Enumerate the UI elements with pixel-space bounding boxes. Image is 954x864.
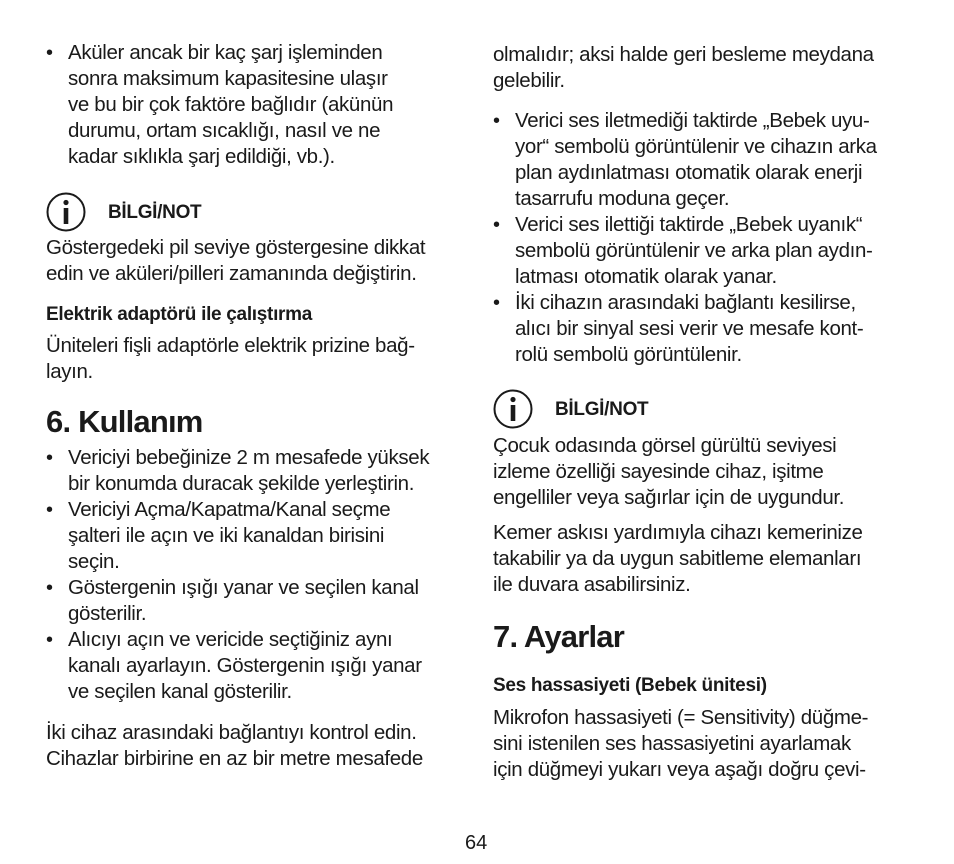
text-line: Kemer askısı yardımıyla cihazı kemerinize xyxy=(493,521,863,544)
text-line: İki cihaz arasındaki bağlantıyı kontrol edin. xyxy=(46,721,417,744)
bullet-marker: • xyxy=(493,110,501,132)
text-line: layın. xyxy=(46,360,93,383)
text-line: rolü sembolü görüntülenir. xyxy=(515,343,742,366)
text-line: kanalı ayarlayın. Göstergenin ışığı yanar xyxy=(68,654,422,677)
text-line: seçin. xyxy=(68,550,120,573)
text-line: ile duvara asabilirsiniz. xyxy=(493,573,691,596)
section-title: 7. Ayarlar xyxy=(493,619,625,654)
text-line: için düğmeyi yukarı veya aşağı doğru çevi- xyxy=(493,758,866,781)
text-line: Aküler ancak bir kaç şarj işleminden xyxy=(68,41,383,64)
text-line: edin ve aküleri/pilleri zamanında değiştirin. xyxy=(46,262,417,285)
text-line: gelebilir. xyxy=(493,69,565,92)
text-line: Göstergedeki pil seviye göstergesine dikkat xyxy=(46,236,426,259)
text-line: latması otomatik olarak yanar. xyxy=(515,265,777,288)
subheading: Ses hassasiyeti (Bebek ünitesi) xyxy=(493,675,767,696)
text-line: Verici ses iletmediği taktirde „Bebek uyu- xyxy=(515,109,870,132)
note-title: BİLGİ/NOT xyxy=(108,202,202,223)
text-line: Çocuk odasında görsel gürültü seviyesi xyxy=(493,434,837,457)
text-line: durumu, ortam sıcaklığı, nasıl ve ne xyxy=(68,119,381,142)
text-line: Göstergenin ışığı yanar ve seçilen kanal xyxy=(68,576,419,599)
text-line: sini istenilen ses hassasiyetini ayarlamak xyxy=(493,732,851,755)
text-line: Verici ses ilettiği taktirde „Bebek uyanık“ xyxy=(515,213,863,236)
note-title: BİLGİ/NOT xyxy=(555,399,649,420)
text-line: Vericiyi bebeğinize 2 m mesafede yüksek xyxy=(68,446,430,469)
text-line: engelliler veya sağırlar için de uygundur. xyxy=(493,486,845,509)
text-line: takabilir ya da uygun sabitleme elemanları xyxy=(493,547,862,570)
text-line: tasarrufu moduna geçer. xyxy=(515,187,730,210)
text-line: şalteri ile açın ve iki kanaldan birisini xyxy=(68,524,385,547)
text-line: sembolü görüntülenir ve arka plan aydın- xyxy=(515,239,873,262)
text-line: İki cihazın arasındaki bağlantı kesilirse, xyxy=(515,291,856,314)
text-line: kadar sıklıkla şarj edildiği, vb.). xyxy=(68,145,335,168)
text-line: Alıcıyı açın ve vericide seçtiğiniz aynı xyxy=(68,628,393,651)
section-title: 6. Kullanım xyxy=(46,404,203,439)
text-line: gösterilir. xyxy=(68,602,147,625)
page-number: 64 xyxy=(465,832,488,854)
bullet-marker: • xyxy=(46,42,54,64)
bullet-marker: • xyxy=(493,214,501,236)
bullet-marker: • xyxy=(493,292,501,314)
info-icon xyxy=(46,192,86,232)
bullet-marker: • xyxy=(46,447,54,469)
text-line: Cihazlar birbirine en az bir metre mesafede xyxy=(46,747,423,770)
text-line: Mikrofon hassasiyeti (= Sensitivity) düğme- xyxy=(493,706,869,729)
subheading: Elektrik adaptörü ile çalıştırma xyxy=(46,304,313,325)
text-line: izleme özelliği sayesinde cihaz, işitme xyxy=(493,460,824,483)
info-icon xyxy=(493,389,533,429)
bullet-marker: • xyxy=(46,629,54,651)
text-line: plan aydınlatması otomatik olarak enerji xyxy=(515,161,863,184)
text-line: bir konumda duracak şekilde yerleştirin. xyxy=(68,472,415,495)
text-line: alıcı bir sinyal sesi verir ve mesafe kont- xyxy=(515,317,864,340)
text-line: ve bu bir çok faktöre bağlıdır (akünün xyxy=(68,93,394,116)
bullet-marker: • xyxy=(46,577,54,599)
text-line: Üniteleri fişli adaptörle elektrik prizine bağ- xyxy=(46,334,415,357)
text-line: sonra maksimum kapasitesine ulaşır xyxy=(68,67,388,90)
text-line: yor“ sembolü görüntülenir ve cihazın arka xyxy=(515,135,877,158)
text-line: olmalıdır; aksi halde geri besleme meydana xyxy=(493,43,874,66)
text-line: Vericiyi Açma/Kapatma/Kanal seçme xyxy=(68,498,391,521)
text-line: ve seçilen kanal gösterilir. xyxy=(68,680,292,703)
bullet-marker: • xyxy=(46,499,54,521)
